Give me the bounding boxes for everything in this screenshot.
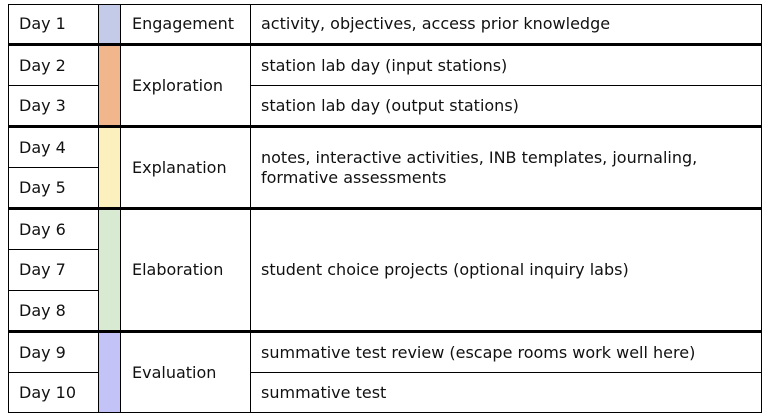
- day-cell: Day 5: [9, 168, 99, 209]
- day-cell: Day 9: [9, 332, 99, 373]
- phase-explanation: Explanation: [121, 127, 251, 209]
- exploration-color-swatch: [99, 45, 121, 127]
- table-row: [9, 45, 762, 86]
- day-cell: Day 3: [9, 86, 99, 127]
- evaluation-color-swatch: [99, 332, 121, 413]
- description-day6-8: student choice projects (optional inquiry labs): [251, 209, 762, 332]
- table-row: [9, 332, 762, 373]
- description-day10: summative test: [251, 373, 762, 413]
- day-cell: Day 2: [9, 45, 99, 86]
- explanation-color-swatch: [99, 127, 121, 209]
- table-row: [9, 209, 762, 250]
- description-day3: station lab day (output stations): [251, 86, 762, 127]
- phase-engagement: Engagement: [121, 5, 251, 45]
- day-cell: Day 6: [9, 209, 99, 250]
- elaboration-color-swatch: [99, 209, 121, 332]
- table-row: [9, 127, 762, 168]
- unit-plan-table: [8, 4, 762, 413]
- description-day2: station lab day (input stations): [251, 45, 762, 86]
- day-cell: Day 7: [9, 250, 99, 291]
- day-cell: Day 4: [9, 127, 99, 168]
- phase-exploration: Exploration: [121, 45, 251, 127]
- phase-evaluation: Evaluation: [121, 332, 251, 413]
- day-cell: Day 8: [9, 291, 99, 332]
- description-day1: activity, objectives, access prior knowledge: [251, 5, 762, 45]
- table-row: [9, 5, 762, 45]
- description-day4-5: notes, interactive activities, INB templates, journaling, formative assessments: [251, 127, 762, 209]
- description-day9: summative test review (escape rooms work well here): [251, 332, 762, 373]
- engagement-color-swatch: [99, 5, 121, 45]
- phase-elaboration: Elaboration: [121, 209, 251, 332]
- day-cell: Day 10: [9, 373, 99, 413]
- day-cell: Day 1: [9, 5, 99, 45]
